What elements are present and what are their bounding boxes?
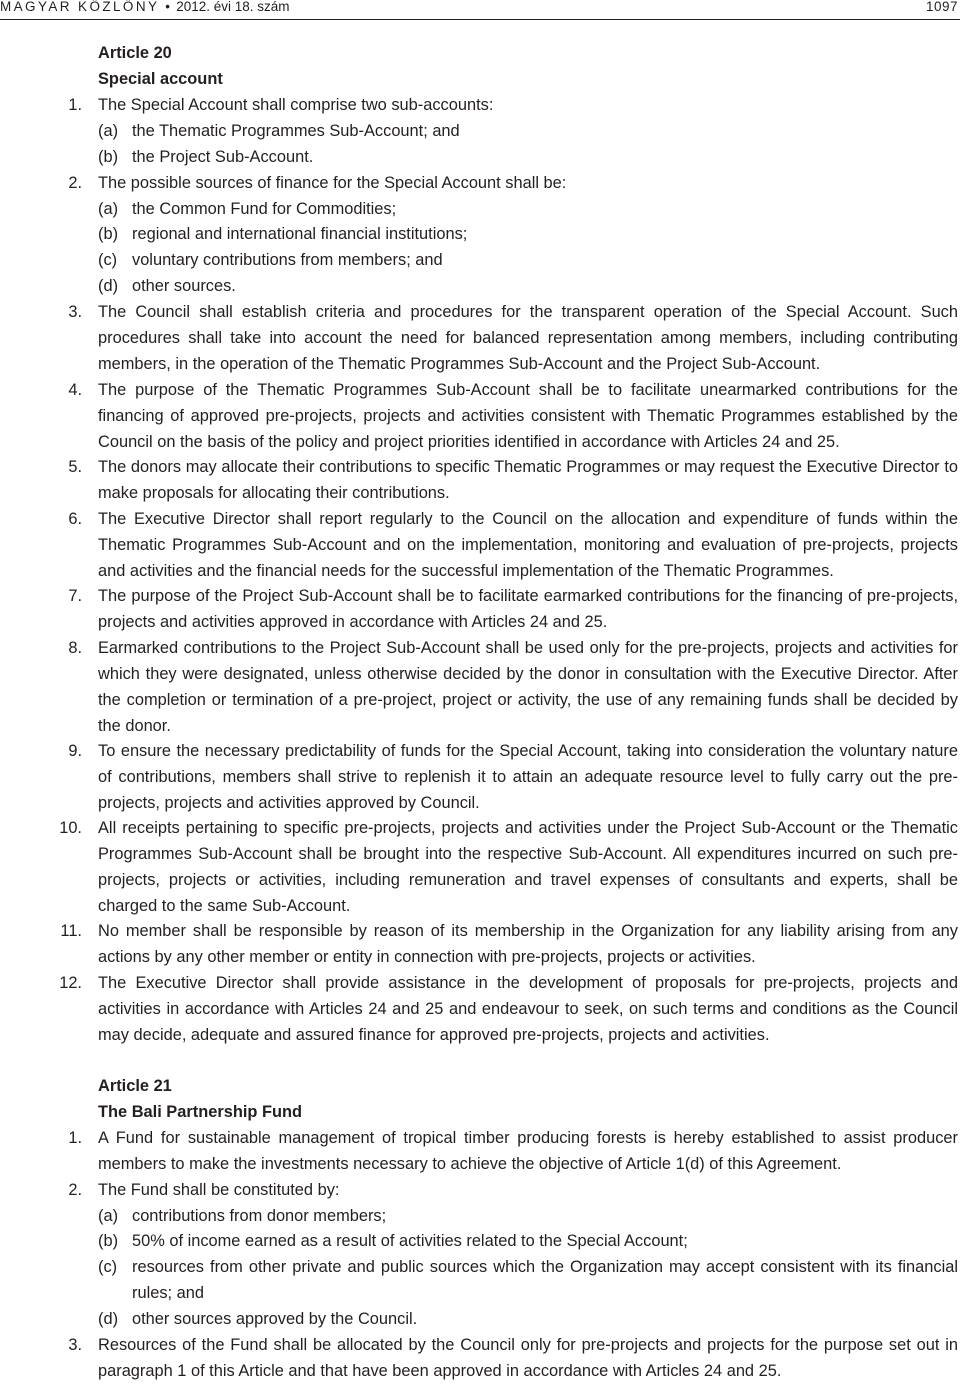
paragraph-number: 11. — [60, 922, 82, 940]
list-item-text: the Project Sub-Account. — [132, 148, 314, 166]
list-item-text: the Common Fund for Commodities; — [132, 200, 397, 218]
paragraph-text: A Fund for sustainable management of tropical timber producing forests is hereby established to assist producer members to make the investments necessary to achieve the objective of Article 1(d) of this Agreement. — [98, 1129, 958, 1173]
paragraph-text: The Executive Director shall report regularly to the Council on the allocation and expenditure of funds within the Thematic Programmes Sub-Account and on the implementation, monitoring and evaluation of pre-projects, projects and activities and the financial needs for the successful implementation of the Thematic Programmes. — [98, 510, 958, 580]
article-21-title: The Bali Partnership Fund — [98, 1103, 302, 1121]
bullet-separator: • — [165, 0, 171, 14]
paragraph-text: The purpose of the Thematic Programmes Sub-Account shall be to facilitate unearmarked contributions for the financing of approved pre-projects, projects and activities consistent with Thematic Programmes established by the Council on the basis of the policy and project priorities identified in accordance with Articles 24 and 25. — [98, 381, 958, 451]
paragraph-text: The Fund shall be constituted by: — [98, 1181, 340, 1199]
paragraph-text: The Executive Director shall provide assistance in the development of proposals for pre-projects, projects and activities in accordance with Articles 24 and 25 and endeavour to seek, on such terms and conditions as the Council may decide, adequate and assured finance for approved pre-projects, projects and activities. — [98, 974, 958, 1044]
paragraph-number: 7. — [68, 587, 82, 605]
article-20-heading: Article 20 — [98, 44, 172, 62]
paragraph-number: 12. — [59, 974, 82, 992]
list-item-text: voluntary contributions from members; and — [132, 251, 443, 269]
paragraph-text: No member shall be responsible by reason of its membership in the Organization for any liability arising from any actions by any other member or entity in connection with pre-projects, projects or activities. — [98, 922, 958, 966]
header-rule — [0, 19, 960, 20]
paragraph-number: 10. — [59, 819, 82, 837]
paragraph-number: 4. — [68, 381, 82, 399]
list-item-text: 50% of income earned as a result of activities related to the Special Account; — [132, 1232, 688, 1250]
list-item-text: regional and international financial institutions; — [132, 225, 468, 243]
article-21-heading: Article 21 — [98, 1077, 172, 1095]
paragraph-number: 3. — [68, 303, 82, 321]
paragraph-text: The possible sources of finance for the Special Account shall be: — [98, 174, 567, 192]
paragraph-number: 6. — [68, 510, 82, 528]
page-number: 1097 — [925, 0, 958, 14]
article-20-title: Special account — [98, 70, 223, 88]
list-item-text: the Thematic Programmes Sub-Account; and — [132, 122, 460, 140]
paragraph-number: 5. — [68, 458, 82, 476]
list-item-text: other sources approved by the Council. — [132, 1310, 418, 1328]
paragraph-text: All receipts pertaining to specific pre-projects, projects and activities under the Project Sub-Account or the Thematic Programmes Sub-Account shall be brought into the respective Sub-Account. All expenditures incurred on such pre-projects, projects or activities, including remuneration and travel expenses of consultants and experts, shall be charged to the same Sub-Account. — [98, 819, 958, 915]
list-item-label: (c) — [98, 1258, 118, 1276]
list-item-label: (c) — [98, 251, 118, 269]
paragraph-text: Resources of the Fund shall be allocated by the Council only for pre-projects and projects for the purpose set out in paragraph 1 of this Article and that have been approved in accordance with Articles 24 and 25. — [98, 1336, 958, 1380]
list-item-label: (b) — [98, 1232, 119, 1250]
paragraph-text: The Council shall establish criteria and procedures for the transparent operation of the Special Account. Such procedures shall take into account the need for balanced representation among members, including contributing members, in the operation of the Thematic Programmes Sub-Account and the Project Sub-Account. — [98, 303, 958, 373]
list-item-label: (a) — [98, 200, 119, 218]
paragraph-number: 1. — [68, 1129, 82, 1147]
list-item-label: (a) — [98, 122, 119, 140]
paragraph-number: 3. — [68, 1336, 82, 1354]
list-item-text: resources from other private and public sources which the Organization may accept consistent with its financial rules; and — [132, 1258, 958, 1302]
paragraph-number: 8. — [68, 639, 82, 657]
paragraph-text: The Special Account shall comprise two sub-accounts: — [98, 96, 494, 114]
list-item-label: (d) — [98, 277, 119, 295]
list-item-label: (a) — [98, 1207, 119, 1225]
list-item-label: (b) — [98, 225, 119, 243]
paragraph-number: 9. — [68, 742, 82, 760]
paragraph-text: Earmarked contributions to the Project Sub-Account shall be used only for the pre-projects, projects and activities for which they were designated, unless otherwise decided by the donor in consultation with the Executive Director. After the completion or termination of a pre-project, project or activity, the use of any remaining funds shall be decided by the donor. — [98, 639, 958, 735]
running-head — [0, 0, 290, 14]
paragraph-number: 2. — [68, 174, 82, 192]
paragraph-text: To ensure the necessary predictability of funds for the Special Account, taking into consideration the voluntary nature of contributions, members shall strive to replenish it to attain an adequate resource level to fully carry out the pre-projects, projects and activities approved by Council. — [98, 742, 958, 812]
issue-label: 2012. évi 18. szám — [176, 0, 290, 14]
list-item-text: contributions from donor members; — [132, 1207, 387, 1225]
list-item-label: (b) — [98, 148, 119, 166]
journal-title: MAGYAR KÖZLÖNY — [0, 0, 160, 14]
paragraph-text: The purpose of the Project Sub-Account shall be to facilitate earmarked contributions for the financing of pre-projects, projects and activities approved in accordance with Articles 24 and 25. — [98, 587, 958, 631]
page-header — [0, 0, 960, 14]
paragraph-number: 1. — [68, 96, 82, 114]
list-item-label: (d) — [98, 1310, 119, 1328]
list-item-text: other sources. — [132, 277, 236, 295]
paragraph-text: The donors may allocate their contributions to specific Thematic Programmes or may request the Executive Director to make proposals for allocating their contributions. — [98, 458, 958, 502]
paragraph-number: 2. — [68, 1181, 82, 1199]
